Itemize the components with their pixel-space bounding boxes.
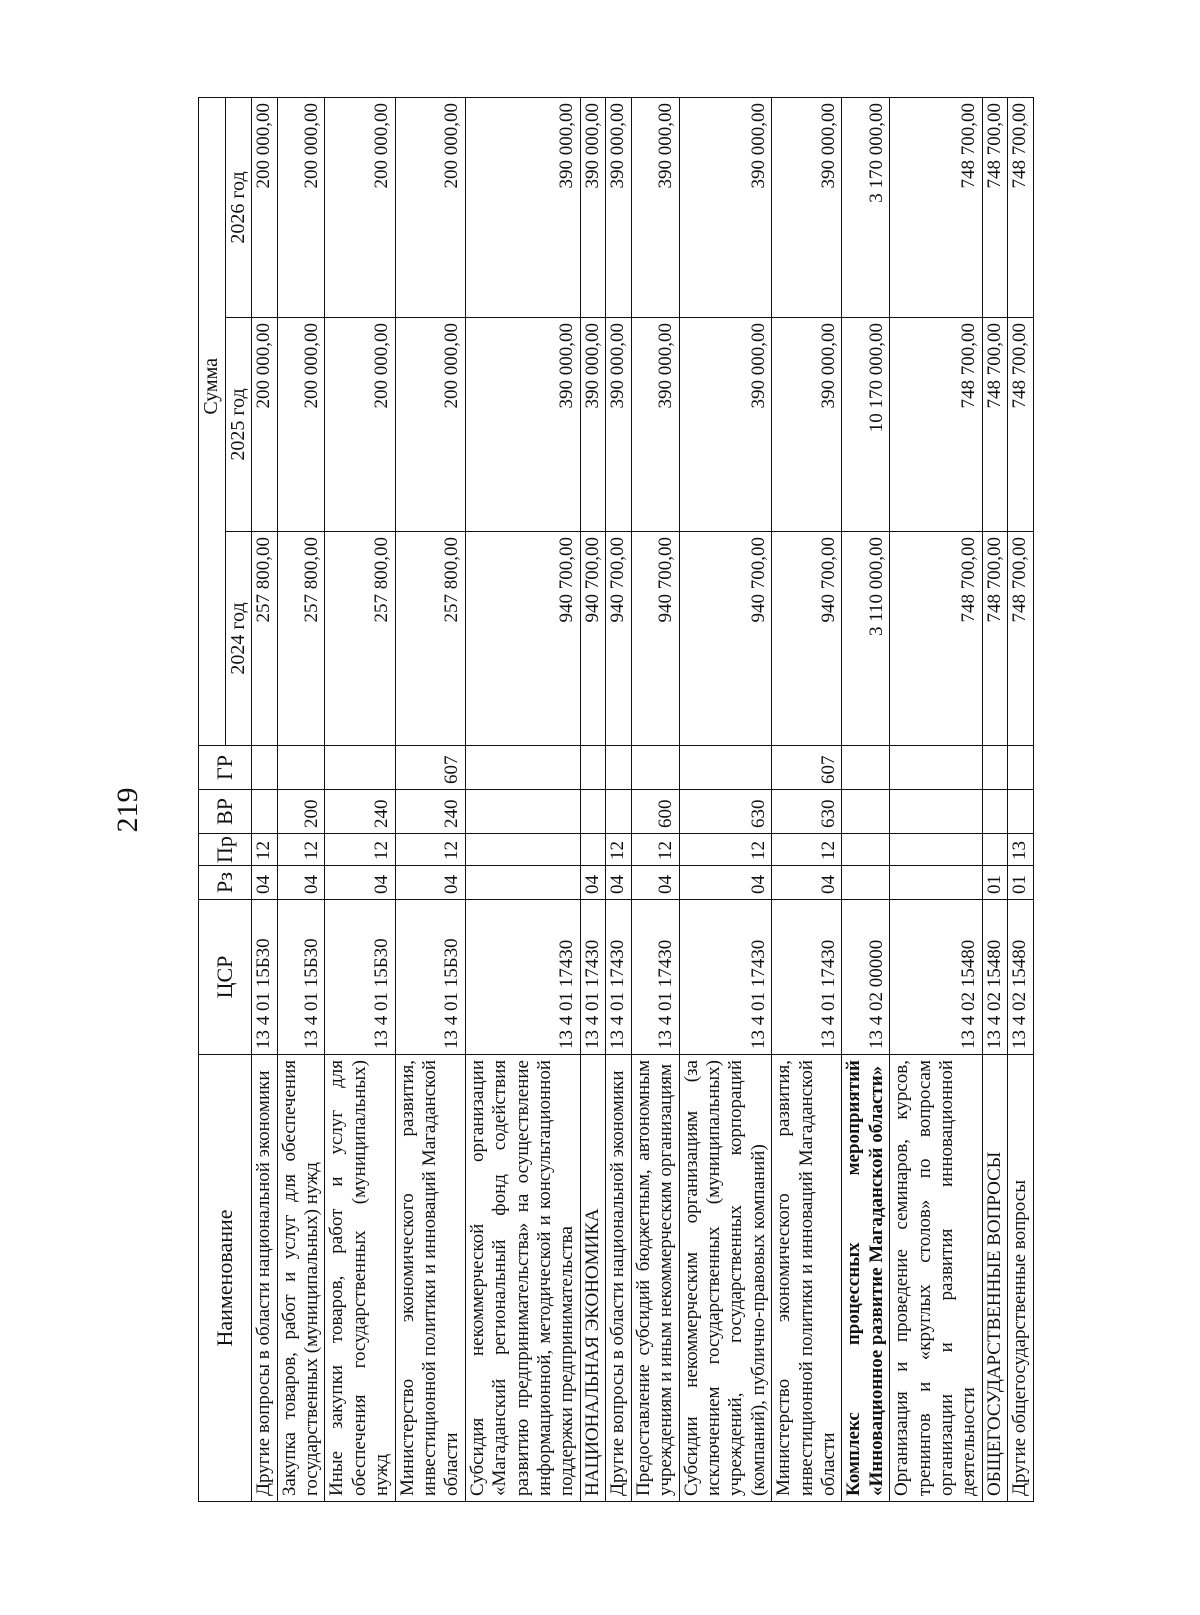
- row-vr-cell: [842, 790, 890, 834]
- table-row: [325, 98, 395, 1502]
- row-amount-2024: 748 700,00: [982, 532, 1007, 746]
- table-row: [606, 98, 631, 1502]
- table-row: [1008, 98, 1033, 1502]
- table-row: [395, 98, 465, 1502]
- row-amount-2025: 390 000,00: [679, 318, 772, 532]
- row-name-cell: Закупка товаров, работ и услуг для обеспечения государственных (муниципальных) нужд: [277, 1055, 325, 1502]
- row-amount-2024: 940 700,00: [606, 532, 631, 746]
- row-name-cell: ОБЩЕГОСУДАРСТВЕННЫЕ ВОПРОСЫ: [982, 1055, 1007, 1502]
- row-csr-cell: 13 4 01 15Б30: [277, 900, 325, 1055]
- row-vr-cell: 240: [395, 790, 465, 834]
- row-vr-cell: [580, 790, 605, 834]
- row-rz-cell: 04: [277, 866, 325, 900]
- table-row: [982, 98, 1007, 1502]
- row-rz-cell: [842, 866, 890, 900]
- row-rz-cell: 04: [679, 866, 772, 900]
- row-amount-2025: 200 000,00: [252, 318, 277, 532]
- row-name-cell: Министерство экономического развития, инвестиционной политики и инноваций Магаданской области: [772, 1055, 842, 1502]
- row-rz-cell: 04: [606, 866, 631, 900]
- row-csr-cell: 13 4 02 00000: [842, 900, 890, 1055]
- row-csr-cell: 13 4 01 15Б30: [325, 900, 395, 1055]
- row-pr-cell: 12: [772, 834, 842, 866]
- row-csr-cell: 13 4 01 17430: [606, 900, 631, 1055]
- row-csr-cell: 13 4 01 17430: [679, 900, 772, 1055]
- row-gr-cell: [982, 746, 1007, 790]
- row-pr-cell: 12: [395, 834, 465, 866]
- row-gr-cell: [890, 746, 983, 790]
- row-amount-2024: 940 700,00: [772, 532, 842, 746]
- row-vr-cell: [606, 790, 631, 834]
- row-vr-cell: [890, 790, 983, 834]
- row-vr-cell: 200: [277, 790, 325, 834]
- row-rz-cell: 04: [325, 866, 395, 900]
- row-amount-2026: 390 000,00: [772, 98, 842, 318]
- row-csr-cell: 13 4 02 15480: [890, 900, 983, 1055]
- table-row: [580, 98, 605, 1502]
- row-amount-2026: 200 000,00: [252, 98, 277, 318]
- row-name-cell: Организация и проведение семинаров, курсов, тренингов и «круглых столов» по вопросам организации и развития инновационной деятельности: [890, 1055, 983, 1502]
- row-pr-cell: 12: [325, 834, 395, 866]
- row-vr-cell: 630: [772, 790, 842, 834]
- row-name-cell: Комплекс процессных мероприятий «Инновационное развитие Магаданской области»: [842, 1055, 890, 1502]
- row-amount-2025: 200 000,00: [395, 318, 465, 532]
- row-csr-cell: 13 4 01 17430: [580, 900, 605, 1055]
- row-amount-2025: 200 000,00: [325, 318, 395, 532]
- page-number: 219: [111, 787, 144, 833]
- row-amount-2025: 748 700,00: [982, 318, 1007, 532]
- row-amount-2024: 748 700,00: [890, 532, 983, 746]
- row-amount-2026: 390 000,00: [580, 98, 605, 318]
- row-name-cell: Другие общегосударственные вопросы: [1008, 1055, 1033, 1502]
- row-amount-2026: 390 000,00: [606, 98, 631, 318]
- rotated-table-container: [198, 98, 1100, 1502]
- row-rz-cell: [890, 866, 983, 900]
- row-gr-cell: [252, 746, 277, 790]
- row-pr-cell: [982, 834, 1007, 866]
- row-pr-cell: 12: [606, 834, 631, 866]
- row-rz-cell: 04: [772, 866, 842, 900]
- row-csr-cell: 13 4 01 17430: [631, 900, 679, 1055]
- budget-table: [198, 97, 1034, 1502]
- row-rz-cell: 04: [631, 866, 679, 900]
- table-row: [465, 98, 580, 1502]
- row-gr-cell: [465, 746, 580, 790]
- header-2024: 2024 год: [225, 532, 252, 746]
- row-amount-2024: 940 700,00: [465, 532, 580, 746]
- row-amount-2025: 748 700,00: [1008, 318, 1033, 532]
- row-csr-cell: 13 4 01 15Б30: [395, 900, 465, 1055]
- row-pr-cell: [890, 834, 983, 866]
- row-pr-cell: 12: [631, 834, 679, 866]
- header-name: Наименование: [199, 1055, 252, 1502]
- row-vr-cell: 600: [631, 790, 679, 834]
- header-csr: ЦСР: [199, 900, 252, 1055]
- table-row: [772, 98, 842, 1502]
- row-csr-cell: 13 4 01 17430: [772, 900, 842, 1055]
- row-amount-2026: 390 000,00: [631, 98, 679, 318]
- row-gr-cell: [679, 746, 772, 790]
- row-vr-cell: 630: [679, 790, 772, 834]
- header-gr: ГР: [199, 746, 252, 790]
- row-name-cell: Другие вопросы в области национальной экономики: [606, 1055, 631, 1502]
- row-gr-cell: 607: [772, 746, 842, 790]
- table-body: [252, 98, 1033, 1502]
- row-rz-cell: 01: [1008, 866, 1033, 900]
- row-amount-2026: 3 170 000,00: [842, 98, 890, 318]
- header-rz: Рз: [199, 866, 252, 900]
- row-name-cell: Иные закупки товаров, работ и услуг для обеспечения государственных (муниципальных) нужд: [325, 1055, 395, 1502]
- header-pr: Пр: [199, 834, 252, 866]
- header-2025: 2025 год: [225, 318, 252, 532]
- row-name-cell: Субсидии некоммерческим организациям (за исключением государственных (муниципальных) учреждений, государственных корпораций (компаний), публично-правовых компаний): [679, 1055, 772, 1502]
- row-amount-2026: 390 000,00: [465, 98, 580, 318]
- row-amount-2024: 257 800,00: [395, 532, 465, 746]
- row-pr-cell: 13: [1008, 834, 1033, 866]
- row-gr-cell: [277, 746, 325, 790]
- row-rz-cell: [465, 866, 580, 900]
- row-csr-cell: 13 4 01 17430: [465, 900, 580, 1055]
- row-amount-2024: 940 700,00: [679, 532, 772, 746]
- row-vr-cell: [252, 790, 277, 834]
- table-row: [842, 98, 890, 1502]
- row-amount-2024: 257 800,00: [277, 532, 325, 746]
- row-amount-2024: 748 700,00: [1008, 532, 1033, 746]
- row-amount-2026: 200 000,00: [395, 98, 465, 318]
- row-amount-2025: 390 000,00: [465, 318, 580, 532]
- row-amount-2024: 3 110 000,00: [842, 532, 890, 746]
- row-gr-cell: [325, 746, 395, 790]
- row-amount-2026: 748 700,00: [890, 98, 983, 318]
- row-amount-2026: 200 000,00: [325, 98, 395, 318]
- row-amount-2025: 390 000,00: [606, 318, 631, 532]
- row-vr-cell: 240: [325, 790, 395, 834]
- row-name-cell: Министерство экономического развития, инвестиционной политики и инноваций Магаданской области: [395, 1055, 465, 1502]
- header-sum: Сумма: [199, 98, 226, 746]
- row-amount-2024: 257 800,00: [325, 532, 395, 746]
- row-amount-2026: 748 700,00: [1008, 98, 1033, 318]
- row-csr-cell: 13 4 02 15480: [1008, 900, 1033, 1055]
- row-amount-2025: 200 000,00: [277, 318, 325, 532]
- row-name-cell: Субсидия некоммерческой организации «Магаданский региональный фонд содействия развитию предпринимательства» на осуществление информационной, методической и консультационной поддержки предпринимательства: [465, 1055, 580, 1502]
- row-amount-2024: 940 700,00: [580, 532, 605, 746]
- row-rz-cell: 01: [982, 866, 1007, 900]
- header-row: [199, 98, 226, 1502]
- row-gr-cell: [1008, 746, 1033, 790]
- row-gr-cell: [580, 746, 605, 790]
- row-pr-cell: [842, 834, 890, 866]
- row-rz-cell: 04: [395, 866, 465, 900]
- table-row: [631, 98, 679, 1502]
- row-rz-cell: 04: [580, 866, 605, 900]
- row-amount-2025: 10 170 000,00: [842, 318, 890, 532]
- table-row: [679, 98, 772, 1502]
- row-pr-cell: 12: [679, 834, 772, 866]
- row-vr-cell: [465, 790, 580, 834]
- table-row: [890, 98, 983, 1502]
- row-amount-2025: 390 000,00: [580, 318, 605, 532]
- row-name-cell: НАЦИОНАЛЬНАЯ ЭКОНОМИКА: [580, 1055, 605, 1502]
- row-amount-2025: 748 700,00: [890, 318, 983, 532]
- row-vr-cell: [982, 790, 1007, 834]
- row-pr-cell: [465, 834, 580, 866]
- row-gr-cell: 607: [395, 746, 465, 790]
- row-gr-cell: [606, 746, 631, 790]
- table-area: [198, 98, 1100, 1502]
- row-pr-cell: 12: [252, 834, 277, 866]
- row-csr-cell: 13 4 02 15480: [982, 900, 1007, 1055]
- table-row: [277, 98, 325, 1502]
- row-name-cell: Другие вопросы в области национальной экономики: [252, 1055, 277, 1502]
- row-amount-2025: 390 000,00: [631, 318, 679, 532]
- row-name-cell: Предоставление субсидий бюджетным, автономным учреждениям и иным некоммерческим организациям: [631, 1055, 679, 1502]
- row-pr-cell: [580, 834, 605, 866]
- header-2026: 2026 год: [225, 98, 252, 318]
- row-csr-cell: 13 4 01 15Б30: [252, 900, 277, 1055]
- row-amount-2024: 257 800,00: [252, 532, 277, 746]
- table-row: [252, 98, 277, 1502]
- header-vr: ВР: [199, 790, 252, 834]
- row-amount-2026: 748 700,00: [982, 98, 1007, 318]
- row-amount-2026: 200 000,00: [277, 98, 325, 318]
- row-vr-cell: [1008, 790, 1033, 834]
- row-gr-cell: [842, 746, 890, 790]
- row-amount-2024: 940 700,00: [631, 532, 679, 746]
- row-pr-cell: 12: [277, 834, 325, 866]
- row-gr-cell: [631, 746, 679, 790]
- row-amount-2026: 390 000,00: [679, 98, 772, 318]
- row-amount-2025: 390 000,00: [772, 318, 842, 532]
- row-rz-cell: 04: [252, 866, 277, 900]
